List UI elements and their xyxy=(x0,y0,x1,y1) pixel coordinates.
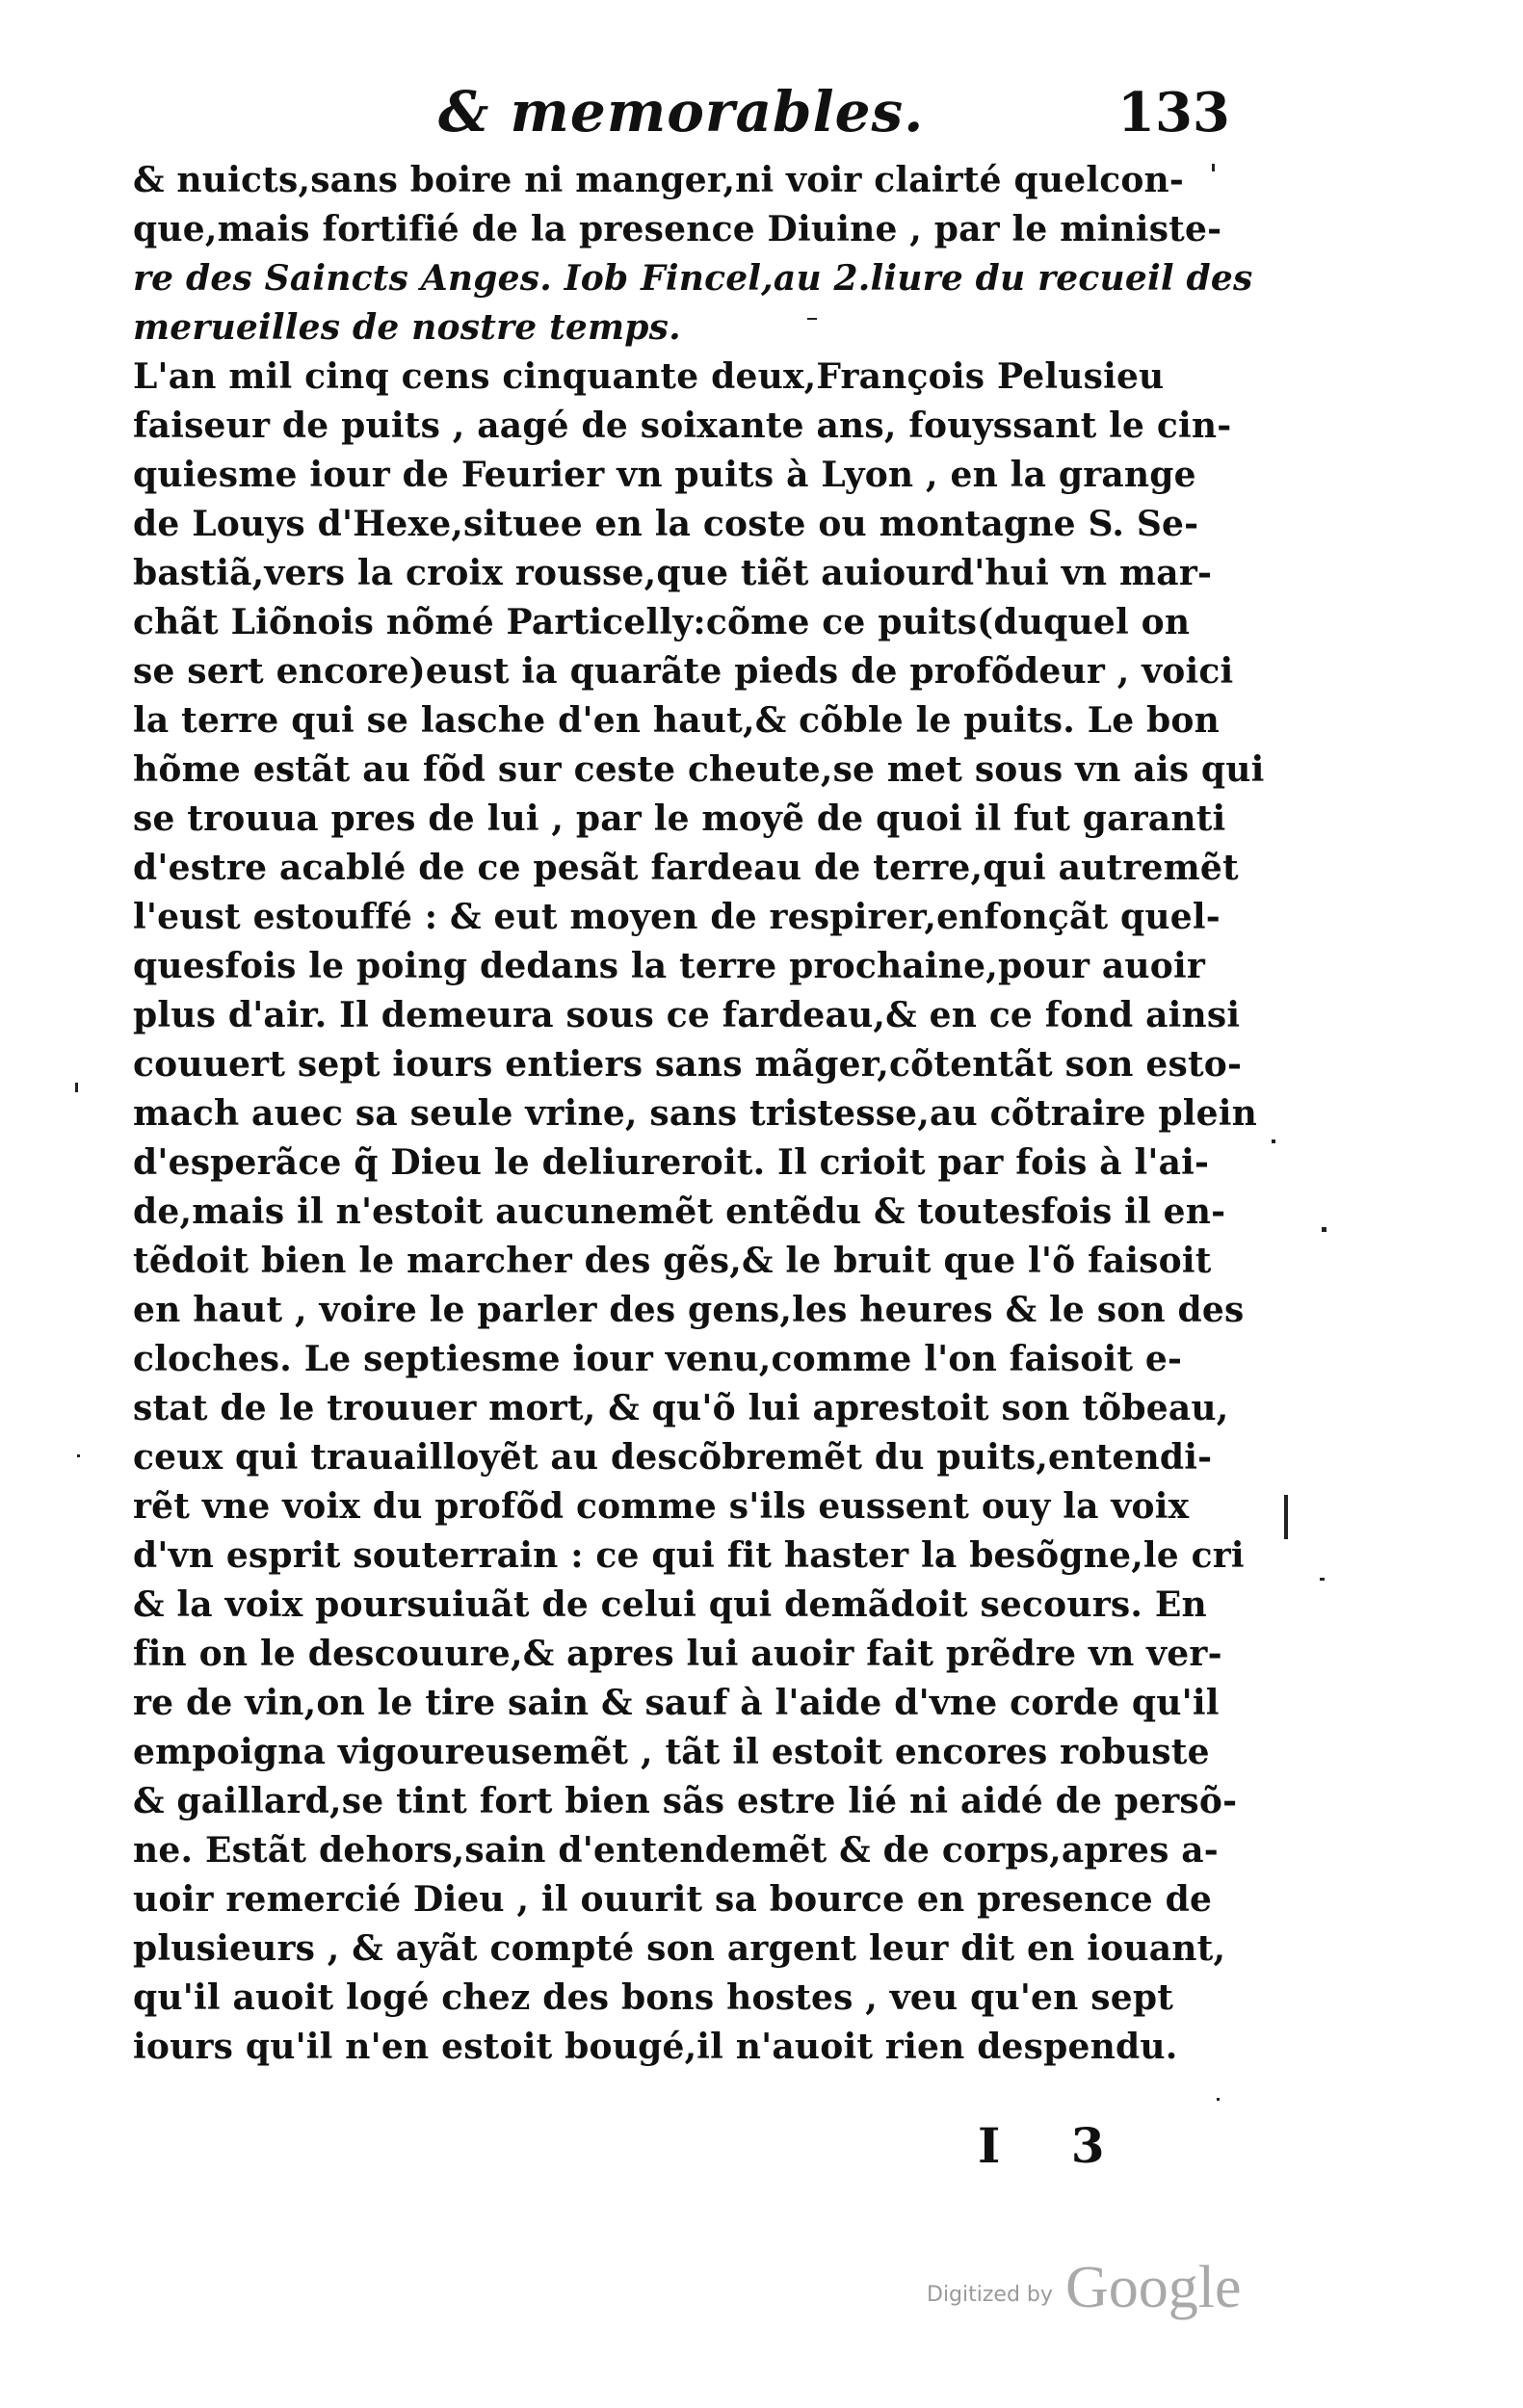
text-line: hõme estãt au fõd sur ceste cheute,se met sous vn ais qui xyxy=(133,749,1265,790)
text-line: l'eust estouffé : & eut moyen de respirer,enfonçãt quel- xyxy=(133,897,1221,937)
text-line: chãt Liõnois nõmé Particelly:cõme ce puits(duquel on xyxy=(133,602,1191,642)
text-line: re des Saincts Anges. Iob Fincel,au 2.liure du recueil des xyxy=(133,258,1253,299)
text-line: la terre qui se lasche d'en haut,& cõble le puits. Le bon xyxy=(133,700,1220,741)
text-line: tẽdoit bien le marcher des gẽs,& le bruit que l'õ faisoit xyxy=(133,1241,1212,1281)
text-line: quesfois le poing dedans la terre prochaine,pour auoir xyxy=(133,946,1206,986)
watermark-prefix: Digitized by xyxy=(927,2283,1053,2307)
text-line: en haut , voire le parler des gens,les heures & le son des xyxy=(133,1290,1245,1330)
text-line: de Louys d'Hexe,situee en la coste ou montagne S. Se- xyxy=(133,504,1199,544)
text-line: couuert sept iours entiers sans mãger,cõtentãt son esto- xyxy=(133,1044,1243,1085)
page-header xyxy=(0,79,1523,166)
signature-mark: I 3 xyxy=(978,2117,1132,2174)
text-line: iours qu'il n'en estoit bougé,il n'auoit rien despendu. xyxy=(133,2027,1178,2067)
text-line: se trouua pres de lui , par le moyẽ de quoi il fut garanti xyxy=(133,798,1226,839)
text-line: stat de le trouuer mort, & qu'õ lui aprestoit son tõbeau, xyxy=(133,1388,1229,1428)
text-line: d'esperãce q̃ Dieu le deliureroit. Il crioit par fois à l'ai- xyxy=(133,1142,1210,1183)
scan-speck xyxy=(1212,164,1215,171)
text-line: qu'il auoit logé chez des bons hostes , veu qu'en sept xyxy=(133,1977,1174,2018)
text-line: & nuicts,sans boire ni manger,ni voir clairté quelcon- xyxy=(133,160,1185,200)
scan-speck xyxy=(77,1454,80,1457)
scan-speck xyxy=(1322,1227,1326,1232)
text-line: bastiã,vers la croix rousse,que tiẽt auiourd'hui vn mar- xyxy=(133,553,1213,593)
text-line: uoir remercié Dieu , il ouurit sa bource en presence de xyxy=(133,1879,1213,1920)
text-line: ceux qui trauailloyẽt au descõbremẽt du puits,entendi- xyxy=(133,1437,1213,1478)
text-line: plus d'air. Il demeura sous ce fardeau,& en ce fond ainsi xyxy=(133,995,1241,1035)
text-line: ne. Estãt dehors,sain d'entendemẽt & de corps,apres a- xyxy=(133,1830,1219,1871)
text-line: fin on le descouure,& apres lui auoir fait prẽdre vn ver- xyxy=(133,1634,1222,1674)
digitization-watermark xyxy=(927,2254,1242,2322)
page-number: 133 xyxy=(1117,81,1230,144)
text-line: quiesme iour de Feurier vn puits à Lyon , en la grange xyxy=(133,455,1196,495)
text-line: & la voix poursuiuãt de celui qui demãdoit secours. En xyxy=(133,1584,1207,1625)
running-head: & memorables. xyxy=(438,79,925,144)
scan-speck xyxy=(807,318,817,320)
scan-speck xyxy=(1217,2098,1220,2101)
text-line: cloches. Le septiesme iour venu,comme l'on faisoit e- xyxy=(133,1339,1183,1379)
text-line: L'an mil cinq cens cinquante deux,François Pelusieu xyxy=(133,356,1165,397)
text-line: d'vn esprit souterrain : ce qui fit haster la besõgne,le cri xyxy=(133,1535,1245,1576)
text-line: faiseur de puits , aagé de soixante ans, fouyssant le cin- xyxy=(133,406,1232,446)
text-line: & gaillard,se tint fort bien sãs estre lié ni aidé de persõ- xyxy=(133,1781,1238,1821)
watermark-logo: Google xyxy=(1065,2255,1242,2320)
text-line: d'estre acablé de ce pesãt fardeau de terre,qui autremẽt xyxy=(133,848,1239,888)
text-line: que,mais fortifié de la presence Diuine , par le ministe- xyxy=(133,209,1222,249)
body-text xyxy=(133,156,1265,2072)
text-line: plusieurs , & ayãt compté son argent leur dit en iouant, xyxy=(133,1928,1226,1969)
text-line: rẽt vne voix du profõd comme s'ils eussent ouy la voix xyxy=(133,1486,1190,1527)
text-line: re de vin,on le tire sain & sauf à l'aide d'vne corde qu'il xyxy=(133,1683,1220,1723)
text-line: merueilles de nostre temps. xyxy=(133,307,681,348)
scan-speck xyxy=(1320,1578,1325,1581)
text-line: mach auec sa seule vrine, sans tristesse,au cõtraire plein xyxy=(133,1093,1257,1134)
text-line: de,mais il n'estoit aucunemẽt entẽdu & toutesfois il en- xyxy=(133,1191,1226,1232)
text-line: se sert encore)eust ia quarãte pieds de profõdeur , voici xyxy=(133,651,1234,692)
text-line: empoigna vigoureusemẽt , tãt il estoit encores robuste xyxy=(133,1732,1210,1772)
scan-speck xyxy=(1284,1495,1288,1539)
scan-speck xyxy=(75,1083,78,1092)
scan-speck xyxy=(1272,1139,1275,1143)
